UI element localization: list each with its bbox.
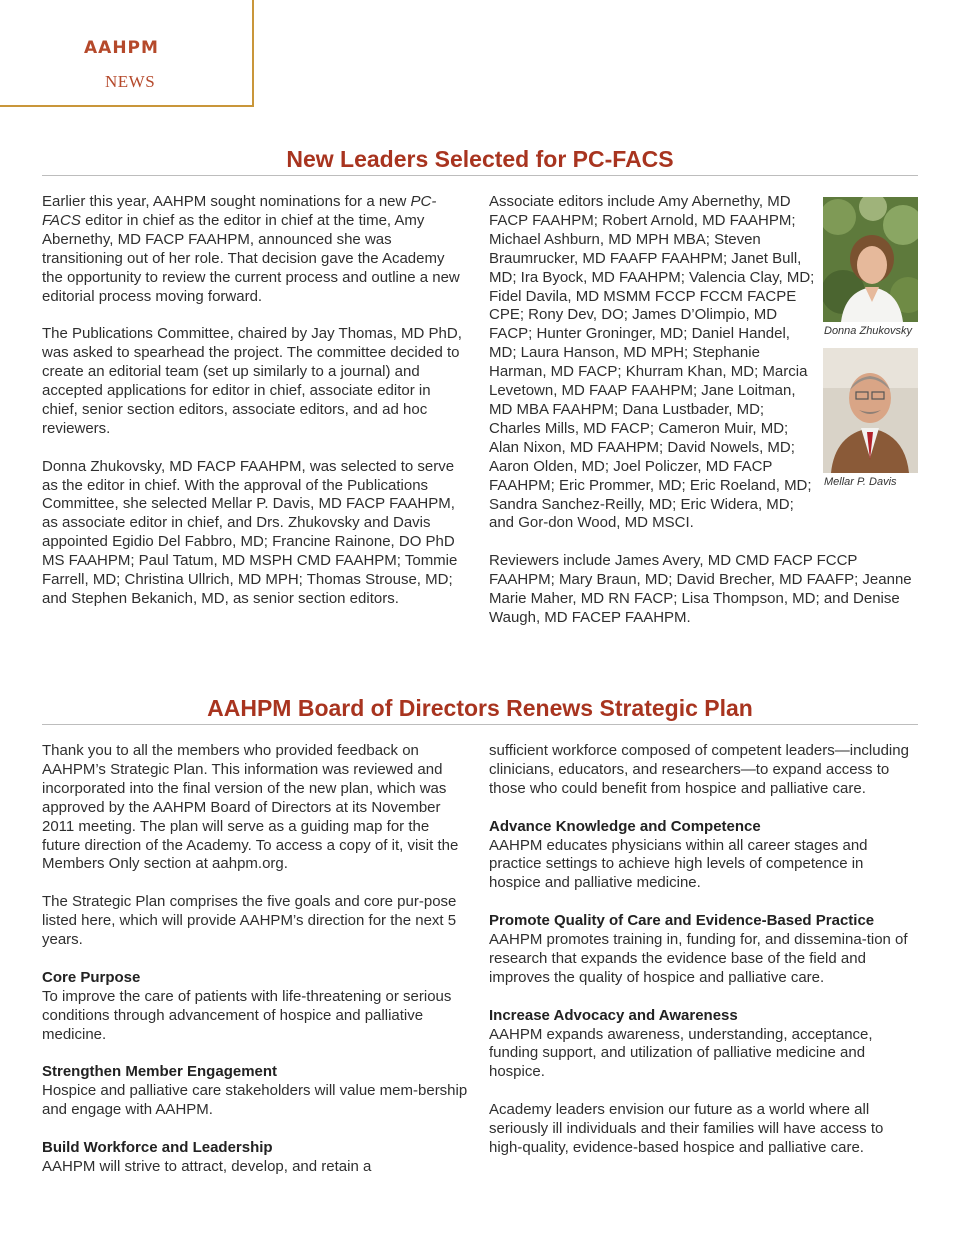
goal-2-text-part-1: AAHPM will strive to attract, develop, and retain a (42, 1157, 372, 1175)
article-1-paragraph-1: Earlier this year, AAHPM sought nominations for a new PC-FACS editor in chief as the editor in chief at the time, Amy Abernethy, MD FACP FAAHPM, announced she was transitioning out of her role. That decision gave the Academy the opportunity to review the current process and outline a new editorial process moving forward. (42, 193, 460, 305)
section-label: NEWS (105, 72, 156, 91)
goal-advocacy (489, 1007, 918, 1083)
article-1-paragraph-3: Donna Zhukovsky, MD FACP FAAHPM, was selected to serve as the editor in chief. With the approval of the Publications Committee, she selected Mellar P. Davis, MD FACP FAAHPM, as associate editor in chief, and Drs. Zhukovsky and Davis appointed Egidio Del Fabbro, MD; Francine Rainone, DO PhD MS FAAHPM; Paul Tatum, MD MSPH CMD FAAHPM; Tommie Farrell, MD; Christina Ullrich, MD MPH; Thomas Strouse, MD; and Stephen Bekanich, MD, as senior section editors. (42, 457, 458, 607)
goal-4-heading: Promote Quality of Care and Evidence-Based Practice (489, 912, 875, 930)
goal-quality (489, 912, 918, 988)
closing-paragraph: Academy leaders envision our future as a world where all seriously ill individuals and their families will have access to high-quality, evidence-based hospice and palliative care. (489, 1101, 884, 1156)
article-2-paragraph-2: The Strategic Plan comprises the five goals and core pur-pose listed here, which will provide AAHPM’s direction for the next 5 years. (42, 893, 457, 949)
goal-2-heading: Build Workforce and Leadership (42, 1138, 273, 1156)
goal-3-heading: Advance Knowledge and Competence (489, 817, 761, 835)
article-1-left-column (42, 193, 467, 628)
goal-5-heading: Increase Advocacy and Awareness (489, 1006, 738, 1024)
goal-2-text-part-2: sufficient workforce composed of competent leaders—including clinicians, educators, and researchers—to expand access to those who could benefit from hospice and palliative care. (489, 742, 909, 797)
article-2-title: AAHPM Board of Directors Renews Strategic Plan (207, 695, 753, 721)
photo-caption-2: Mellar P. Davis (824, 476, 897, 488)
goal-1-text: Hospice and palliative care stakeholders will value mem-bership and engage with AAHPM. (42, 1082, 468, 1119)
core-purpose-text: To improve the care of patients with life-threatening or serious conditions through advancement of hospice and palliative medicine. (42, 987, 452, 1043)
core-purpose (42, 969, 470, 1045)
core-purpose-heading: Core Purpose (42, 968, 141, 986)
associate-editors-paragraph: Associate editors include Amy Abernethy, MD FACP FAAHPM; Robert Arnold, MD FAAHPM; Michael Ashburn, MD MPH MBA; Steven Braumrucker, MD FAAFP FAAHPM; Janet Bull, MD; Ira Byock, MD FAAHPM; Valencia Clay, MD; Fidel Davila, MD MSMM FCCP FCCM FACPE CPE; Rony Dev, DO; James D’Olimpio, MD FACP; Hunter Groninger, MD; Daniel Handel, MD; Laura Hanson, MD MPH; Stephanie Harman, MD FACP; Khurram Khan, MD; Marcia Levetown, MD FAAP FAAHPM; Jane Loitman, MD MBA FAAHPM; Dana Lustbader, MD; Charles Mills, MD FACP; Cameron Muir, MD; Alan Nixon, MD FAAHPM; David Nowels, MD; Aaron Olden, MD; Joel Policzer, MD FACP FAAHPM; Eric Prommer, MD; Eric Roeland, MD; Sandra Sanchez-Reilly, MD; Eric Widera, MD; and Gor-don Wood, MD MSCI. (489, 193, 917, 533)
article-2-rule (42, 724, 918, 725)
masthead (0, 0, 254, 107)
goal-4-text: AAHPM promotes training in, funding for, and dissemina-tion of research that expands the evidence base of the field and improves the quality of hospice and palliative care. (489, 931, 908, 986)
goal-knowledge (489, 818, 918, 894)
article-1-right-column (489, 193, 917, 647)
article-1-paragraph-2: The Publications Committee, chaired by Jay Thomas, MD PhD, was asked to spearhead the project. The committee decided to create an editorial team (set up similarly to a journal) and accepted applications for editor in chief, associate editor in chief, senior section editors, associate editors, and ad hoc reviewers. (42, 325, 462, 437)
brand-name: AAHPM (84, 38, 159, 58)
article-2-right-column (489, 742, 918, 1177)
article-1-rule (42, 175, 918, 176)
reviewers-paragraph: Reviewers include James Avery, MD CMD FACP FCCP FAAHPM; Mary Braun, MD; David Brecher, MD FAAFP; Jeanne Marie Maher, MD RN FACP; Lisa Thompson, MD; and Denise Waugh, MD FACEP FAAHPM. (489, 552, 912, 626)
goal-5-text: AAHPM expands awareness, understanding, acceptance, funding support, and utilization of palliative medicine and hospice. (489, 1025, 873, 1081)
goal-1-heading: Strengthen Member Engagement (42, 1063, 278, 1081)
article-2-left-column (42, 742, 470, 1196)
photo-float-spacer (815, 193, 917, 518)
article-2-paragraph-1: Thank you to all the members who provided feedback on AAHPM’s Strategic Plan. This information was reviewed and incorporated into the final version of the new plan, which was approved by the AAHPM Board of Directors at its November 2011 meeting. The plan will serve as a guiding map for the future direction of the Academy. To access a copy of it, visit the Members Only section at aahpm.org. (42, 742, 459, 873)
article-1-title: New Leaders Selected for PC-FACS (286, 146, 674, 172)
photo-caption-1: Donna Zhukovsky (824, 325, 913, 337)
goal-member-engagement (42, 1063, 470, 1120)
goal-3-text: AAHPM educates physicians within all career stages and practice settings to achieve high levels of competence in hospice and palliative medicine. (489, 836, 868, 892)
goal-workforce (42, 1139, 470, 1177)
